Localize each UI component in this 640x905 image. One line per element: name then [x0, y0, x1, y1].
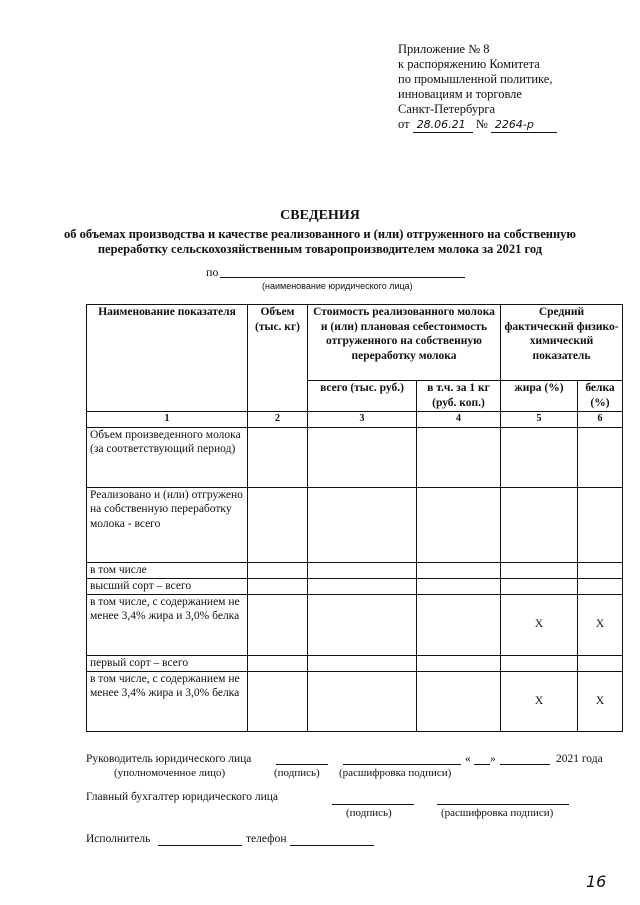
header-name: Наименование показателя [87, 305, 248, 412]
cell-volume[interactable] [248, 594, 308, 655]
cell-cost-total[interactable] [308, 562, 417, 578]
cell-cost-per-kg[interactable] [417, 655, 501, 671]
year-suffix: 2021 года [556, 753, 603, 765]
cell-protein[interactable] [578, 655, 623, 671]
table-row [87, 594, 623, 655]
data-table [86, 304, 623, 732]
cell-cost-total[interactable] [308, 594, 417, 655]
table-row [87, 578, 623, 594]
col-number: 5 [501, 412, 578, 428]
header-fat: жира (%) [501, 381, 578, 412]
header-volume: Объем (тыс. кг) [248, 305, 308, 412]
annex-date-line [398, 117, 557, 133]
handwritten-date: 28.06.21 [413, 117, 473, 133]
date-close-quote: » [490, 753, 496, 765]
annex-line: Приложение № 8 [398, 42, 490, 56]
head-caption: (уполномоченное лицо) [114, 767, 226, 779]
cell-protein[interactable] [578, 487, 623, 562]
header-indicator: Средний фактический физико-химический показатель [501, 305, 623, 381]
table-row [87, 562, 623, 578]
header-cost: Стоимость реализованного молока и (или) плановая себестоимость отгруженного на собственную переработку молока [308, 305, 501, 381]
header-protein: белка (%) [578, 381, 623, 412]
cell-protein[interactable]: Х [578, 671, 623, 731]
cell-cost-total[interactable] [308, 655, 417, 671]
col-number: 4 [417, 412, 501, 428]
accountant-decode-field[interactable] [437, 804, 569, 805]
cell-volume[interactable] [248, 562, 308, 578]
day-field[interactable] [474, 764, 490, 765]
table-row [87, 487, 623, 562]
table-row [87, 655, 623, 671]
cell-cost-total[interactable] [308, 487, 417, 562]
cell-cost-per-kg[interactable] [417, 594, 501, 655]
page-title: СВЕДЕНИЯ [280, 208, 360, 223]
row-name: в том числе, с содержанием не менее 3,4% жира и 3,0% белка [87, 594, 248, 655]
cell-fat[interactable] [501, 427, 578, 487]
phone-label: телефон [246, 833, 287, 845]
header-cost-total: всего (тыс. руб.) [308, 381, 417, 412]
date-open-quote: « [465, 753, 471, 765]
number-prefix: № [475, 117, 488, 131]
decode-caption: (расшифровка подписи) [339, 767, 452, 779]
cell-volume[interactable] [248, 427, 308, 487]
org-name-caption: (наименование юридического лица) [262, 281, 413, 291]
row-name: Объем произведенного молока (за соответствующий период) [87, 427, 248, 487]
date-prefix: от [398, 117, 410, 131]
annex-line: Санкт-Петербурга [398, 102, 496, 116]
cell-fat[interactable] [501, 562, 578, 578]
cell-cost-total[interactable] [308, 427, 417, 487]
cell-fat[interactable]: Х [501, 594, 578, 655]
cell-protein[interactable] [578, 562, 623, 578]
accountant-label: Главный бухгалтер юридического лица [86, 791, 279, 803]
col-number: 6 [578, 412, 623, 428]
row-name: в том числе [87, 562, 248, 578]
decode-caption: (расшифровка подписи) [441, 807, 554, 819]
row-name: в том числе, с содержанием не менее 3,4% жира и 3,0% белка [87, 671, 248, 731]
accountant-sign-field[interactable] [332, 804, 414, 805]
cell-protein[interactable]: Х [578, 594, 623, 655]
head-decode-field[interactable] [343, 764, 461, 765]
sign-caption: (подпись) [274, 767, 320, 779]
head-sign-field[interactable] [276, 764, 328, 765]
table-row [87, 671, 623, 731]
executor-label: Исполнитель [86, 833, 151, 845]
org-name-field[interactable] [220, 277, 465, 278]
cell-cost-per-kg[interactable] [417, 487, 501, 562]
phone-field[interactable] [290, 845, 374, 846]
col-number: 3 [308, 412, 417, 428]
cell-protein[interactable] [578, 578, 623, 594]
subtitle-line: переработку сельскохозяйственным товаропроизводителем молока за 2021 год [97, 242, 543, 256]
executor-field[interactable] [158, 845, 242, 846]
col-number: 2 [248, 412, 308, 428]
col-number: 1 [87, 412, 248, 428]
header-cost-per-kg: в т.ч. за 1 кг (руб. коп.) [417, 381, 501, 412]
sign-caption: (подпись) [346, 807, 392, 819]
cell-cost-per-kg[interactable] [417, 578, 501, 594]
cell-cost-per-kg[interactable] [417, 562, 501, 578]
cell-cost-per-kg[interactable] [417, 427, 501, 487]
po-label: по [206, 265, 219, 279]
annex-block [398, 42, 557, 133]
cell-volume[interactable] [248, 487, 308, 562]
annex-line: к распоряжению Комитета [398, 57, 540, 71]
cell-fat[interactable] [501, 655, 578, 671]
handwritten-page-number: 16 [586, 872, 607, 891]
page-subtitle [0, 227, 640, 257]
month-field[interactable] [500, 764, 550, 765]
cell-fat[interactable]: Х [501, 671, 578, 731]
cell-cost-per-kg[interactable] [417, 671, 501, 731]
cell-protein[interactable] [578, 427, 623, 487]
table-row [87, 427, 623, 487]
subtitle-line: об объемах производства и качестве реализованного и (или) отгруженного на собственную [64, 227, 576, 241]
row-name: Реализовано и (или) отгружено на собственную переработку молока - всего [87, 487, 248, 562]
cell-cost-total[interactable] [308, 578, 417, 594]
cell-volume[interactable] [248, 655, 308, 671]
cell-volume[interactable] [248, 671, 308, 731]
cell-fat[interactable] [501, 578, 578, 594]
row-name: высший сорт – всего [87, 578, 248, 594]
head-label: Руководитель юридического лица [86, 753, 252, 765]
cell-fat[interactable] [501, 487, 578, 562]
cell-cost-total[interactable] [308, 671, 417, 731]
annex-line: инновациям и торговле [398, 87, 522, 101]
row-name: первый сорт – всего [87, 655, 248, 671]
cell-volume[interactable] [248, 578, 308, 594]
annex-line: по промышленной политике, [398, 72, 553, 86]
handwritten-number: 2264-р [491, 117, 557, 133]
